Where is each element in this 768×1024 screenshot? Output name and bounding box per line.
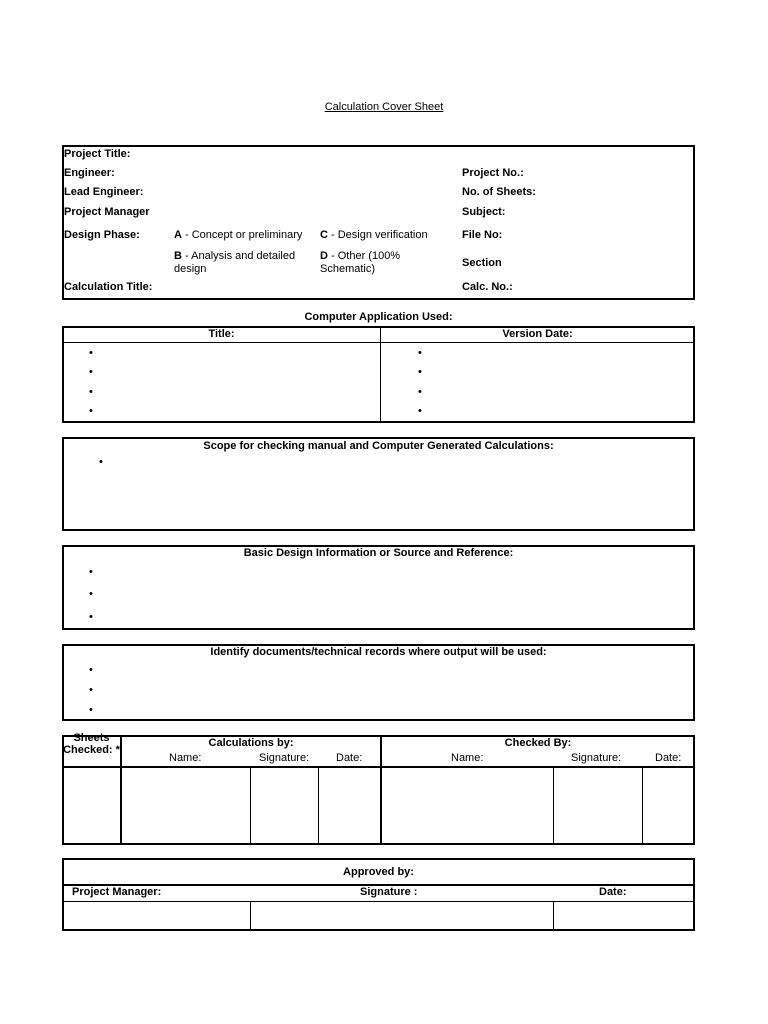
version-date-column-header: Version Date: [502,328,573,340]
phase-d-option [320,250,420,276]
computer-app-header-divider [63,342,694,343]
computer-app-heading: Computer Application Used: [304,311,453,323]
basic-design-bullet-3: • [89,611,93,623]
lead-engineer-label: Lead Engineer: [64,186,144,198]
design-phase-label: Design Phase: [64,229,140,241]
phase-d-text: - Other (100% Schematic) [320,250,401,275]
project-no-label: Project No.: [462,167,524,179]
identify-docs-bullet-1: • [89,664,93,676]
title-column-header: Title: [208,328,235,340]
project-title-label: Project Title: [64,148,131,160]
calc-signature-label: Signature: [259,752,310,764]
computer-app-col-divider [380,327,381,422]
phase-b-letter: B [174,250,182,262]
approval-divider-2 [63,901,694,902]
version-bullet-3: • [418,386,422,398]
approval-col-2 [553,902,554,930]
signoff-col-calc-name [250,768,251,844]
basic-design-heading: Basic Design Information or Source and Reference: [243,547,514,559]
approved-by-label: Approved by: [343,866,414,878]
phase-b-option [174,250,314,276]
calc-name-label: Name: [169,752,202,764]
calc-no-label: Calc. No.: [462,281,513,293]
version-bullet-1: • [418,347,422,359]
title-bullet-2: • [89,366,93,378]
calc-date-label: Date: [336,752,363,764]
calculation-title-label: Calculation Title: [64,281,153,293]
phase-c-letter: C [320,229,328,241]
title-bullet-1: • [89,347,93,359]
sheets-checked-label: Sheets Checked: * [63,732,120,756]
signoff-col-main [380,736,382,844]
phase-a-letter: A [174,229,182,241]
checked-by-label: Checked By: [504,737,572,749]
check-signature-label: Signature: [571,752,622,764]
phase-c-option [320,229,455,242]
section-label: Section [462,257,502,269]
file-no-label: File No: [462,229,503,241]
phase-a-text: - Concept or preliminary [181,229,303,241]
phase-c-text: - Design verification [327,229,428,241]
basic-design-bullet-1: • [89,566,93,578]
phase-a-option [174,229,314,242]
title-bullet-4: • [89,405,93,417]
signoff-col-sheets [120,736,122,844]
identify-docs-bullet-3: • [89,704,93,716]
check-date-label: Date: [655,752,682,764]
project-manager-label: Project Manager [64,206,150,218]
signoff-col-calc-sig [318,768,319,844]
basic-design-bullet-2: • [89,588,93,600]
page-title: Calculation Cover Sheet [324,101,444,113]
signoff-col-check-sig [642,768,643,844]
project-info-box [62,145,695,300]
subject-label: Subject: [462,206,506,218]
check-name-label: Name: [451,752,484,764]
scope-heading: Scope for checking manual and Computer Generated Calculations: [203,440,554,452]
approval-signature-label: Signature : [360,886,418,898]
signoff-header-divider [63,766,694,768]
calculations-by-label: Calculations by: [208,737,294,749]
version-bullet-2: • [418,366,422,378]
computer-app-table [62,326,695,423]
approval-project-manager-label: Project Manager: [72,886,162,898]
signoff-col-check-name [553,768,554,844]
version-bullet-4: • [418,405,422,417]
title-bullet-3: • [89,386,93,398]
no-of-sheets-label: No. of Sheets: [462,186,536,198]
phase-b-text: - Analysis and detailed design [174,250,296,275]
approval-date-label: Date: [599,886,627,898]
identify-docs-heading: Identify documents/technical records where output will be used: [210,646,547,658]
identify-docs-bullet-2: • [89,684,93,696]
scope-bullet: • [99,456,103,468]
engineer-label: Engineer: [64,167,115,179]
phase-d-letter: D [320,250,328,262]
approval-col-1 [250,902,251,930]
